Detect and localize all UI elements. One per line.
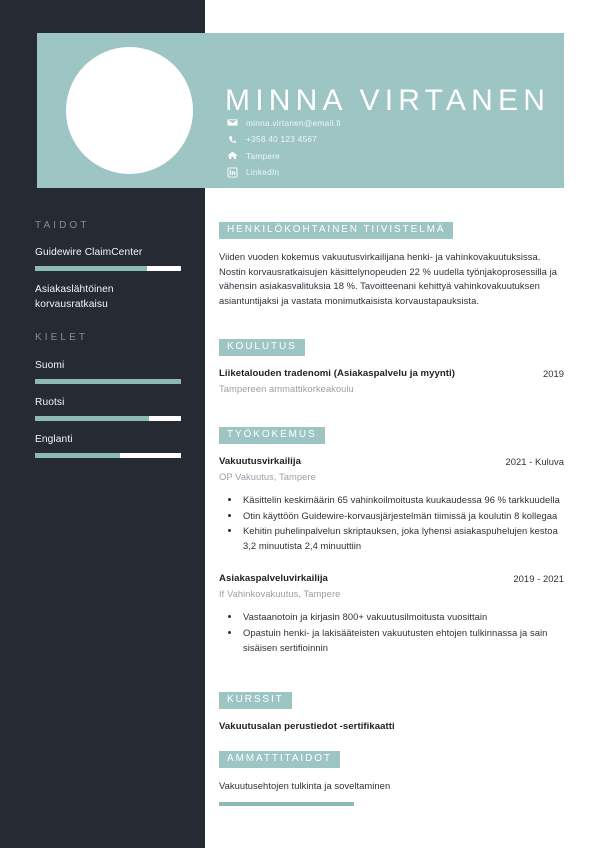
experience-bullet-list — [219, 610, 564, 655]
experience-date: 2021 - Kuluva — [505, 456, 564, 467]
section-experience — [219, 424, 564, 656]
list-item: • Opastuin henki- ja lakisääteisten vakuutusten ehtojen tulkinnassa ja sain sisäisen sertifioinnin — [241, 626, 564, 655]
experience-title: Asiakaspalveluvirkailija — [219, 573, 328, 585]
contact-location-text: Tampere — [246, 150, 281, 161]
avatar — [66, 47, 193, 174]
skill-level-bar — [35, 266, 181, 271]
section-professional-skills — [219, 748, 564, 806]
sidebar-language-item — [35, 433, 181, 458]
language-label: Ruotsi — [35, 397, 65, 408]
language-level-bar — [35, 416, 181, 421]
language-label: Englanti — [35, 434, 73, 445]
section-heading-summary: HENKILÖKOHTAINEN TIIVISTELMÄ — [219, 222, 453, 239]
experience-entry — [219, 455, 564, 553]
header-banner — [37, 33, 564, 188]
education-date: 2019 — [542, 368, 564, 379]
experience-employer: OP Vakuutus, Tampere — [219, 471, 316, 482]
home-icon — [227, 150, 238, 161]
list-item: • Vastaanotoin ja kirjasin 800+ vakuutusilmoitusta vuosittain — [241, 610, 564, 625]
section-courses — [219, 689, 564, 734]
sidebar-language-item — [35, 359, 181, 384]
professional-skills-text: Vakuutusehtojen tulkinta ja soveltaminen — [219, 780, 391, 791]
sidebar-skill-item — [35, 283, 181, 312]
summary-text: Viiden vuoden kokemus vakuutusvirkailijana henki- ja vahinkovakuutuksissa. Nostin korvausratkaisujen käsittelynopeuden 22 % uudella työnjakoprosessilla ja vähensin asiakasvalituksia 18 %. Tavoitteenani kehittyä vahinkovakuutuksen asiantuntijaksi ja vastata monimutkaisista korvaustapauksista. — [219, 251, 557, 306]
skill-label: Guidewire ClaimCenter — [35, 247, 143, 258]
sidebar-skill-item — [35, 246, 181, 271]
section-heading-experience: TYÖKOKEMUS — [219, 427, 325, 444]
education-title: Liiketalouden tradenomi (Asiakaspalvelu ja myynti) — [219, 368, 456, 379]
experience-date: 2019 - 2021 — [513, 573, 564, 585]
language-level-bar — [35, 453, 181, 458]
sidebar-heading-languages: KIELET — [35, 332, 89, 343]
sidebar-heading-skills: TAIDOT — [35, 220, 90, 231]
contact-list — [227, 116, 341, 179]
contact-linkedin-text: LinkedIn — [246, 167, 280, 177]
experience-title: Vakuutusvirkailija — [219, 456, 301, 467]
experience-employer: If Vahinkovakuutus, Tampere — [219, 588, 341, 600]
professional-skills-bar — [219, 802, 354, 806]
page-title: MINNA VIRTANEN — [225, 84, 551, 117]
experience-entry — [219, 572, 564, 655]
language-level-bar — [35, 379, 181, 384]
contact-email-text: minna.virtanen@email.fi — [246, 117, 341, 128]
contact-item-location — [227, 149, 341, 162]
list-item: • Otin käyttöön Guidewire-korvausjärjestelmän tiimissä ja koulutin 8 kollegaa — [241, 509, 564, 524]
language-label: Suomi — [35, 360, 65, 371]
list-item: • Käsittelin keskimäärin 65 vahinkoilmoitusta kuukaudessa 96 % tarkkuudella — [241, 493, 564, 508]
sidebar-language-item — [35, 396, 181, 421]
experience-bullet-list — [219, 493, 564, 553]
education-institution: Tampereen ammattikorkeakoulu — [219, 383, 354, 394]
education-entry — [219, 367, 564, 396]
contact-phone-text: +358 40 123 4567 — [246, 134, 318, 144]
course-item: Vakuutusalan perustiedot -sertifikaatti — [219, 721, 395, 732]
section-education — [219, 336, 564, 396]
section-summary — [219, 219, 564, 308]
linkedin-icon — [227, 167, 238, 178]
section-heading-education: KOULUTUS — [219, 339, 305, 356]
contact-item-phone[interactable] — [227, 133, 341, 146]
skill-label: Asiakaslähtöinen korvausratkaisu — [35, 284, 114, 310]
list-item: • Kehitin puhelinpalvelun skriptauksen, joka lyhensi asiakaspuhelujen kestoa 3,2 minuutista 2,4 minuuttiin — [241, 524, 564, 553]
contact-item-linkedin[interactable] — [227, 166, 341, 179]
contact-item-email[interactable] — [227, 116, 341, 129]
section-heading-courses: KURSSIT — [219, 692, 292, 709]
envelope-icon — [227, 117, 238, 128]
phone-icon — [227, 134, 238, 145]
section-heading-professional-skills: AMMATTITAIDOT — [219, 751, 340, 768]
